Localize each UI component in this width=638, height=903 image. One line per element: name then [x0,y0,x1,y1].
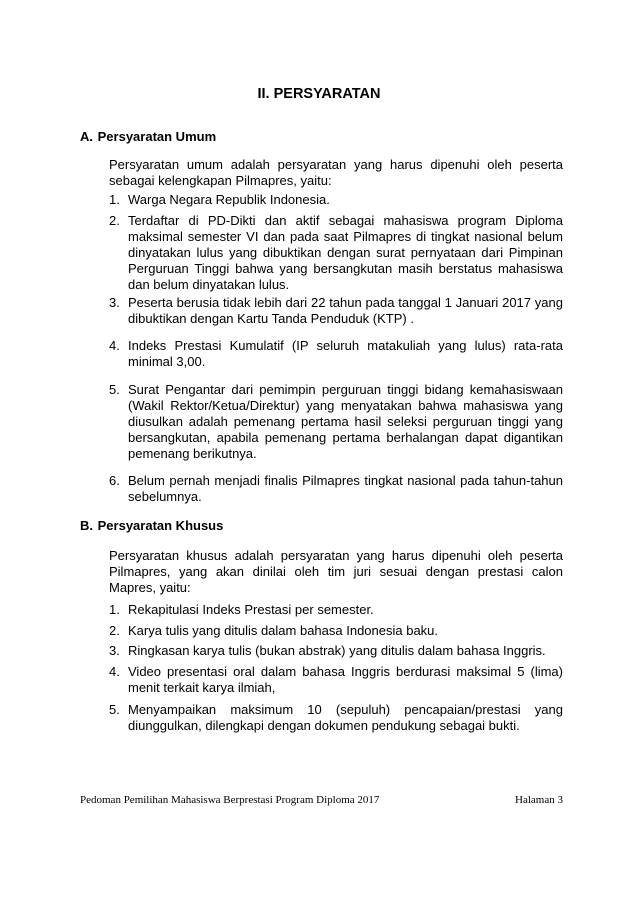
list-item-text: Rekapitulasi Indeks Prestasi per semester. [128,602,374,617]
list-item [109,213,563,293]
section-b-letter: B. [80,518,93,533]
list-item-text: Surat Pengantar dari pemimpin perguruan tinggi bidang kemahasiswaan (Wakil Rektor/Ketua/Direktur) yang menyatakan bahwa mahasiswa yang diusulkan adalah pemenang pertama hasil seleksi perguruan tinggi yang bersangkutan, apabila pemenang pertama berhalangan dapat digantikan pemenang berikutnya. [128,382,563,461]
list-item-number: 5. [109,702,120,717]
list-item-number: 3. [109,295,120,310]
list-item [109,382,563,462]
list-item [109,192,563,208]
list-item-number: 2. [109,623,120,638]
section-a-letter: A. [80,129,93,144]
list-item-number: 2. [109,213,120,228]
list-item-number: 4. [109,664,120,679]
section-a-title: Persyaratan Umum [97,129,217,144]
list-item-text: Terdaftar di PD-Dikti dan aktif sebagai mahasiswa program Diploma maksimal semester VI dan pada saat Pilmapres di tingkat nasional belum dinyatakan lulus yang dibuktikan dengan surat pernyataan dari Pimpinan Perguruan Tinggi bahwa yang bersangkutan masih berstatus mahasiswa dan belum dinyatakan lulus. [128,213,563,292]
list-item [109,623,563,639]
list-item [109,295,563,327]
list-item-text: Ringkasan karya tulis (bukan abstrak) yang ditulis dalam bahasa Inggris. [128,643,546,658]
section-a-intro: Persyaratan umum adalah persyaratan yang harus dipenuhi oleh peserta sebagai kelengkapan Pilmapres, yaitu: [109,157,563,188]
list-item-text: Warga Negara Republik Indonesia. [128,192,330,207]
list-item-text: Peserta berusia tidak lebih dari 22 tahun pada tanggal 1 Januari 2017 yang dibuktikan dengan Kartu Tanda Penduduk (KTP) . [128,295,563,326]
section-a-heading [80,129,216,144]
list-item [109,702,563,734]
list-item [109,664,563,696]
section-b-heading [80,518,223,533]
footer-document-title: Pedoman Pemilihan Mahasiswa Berprestasi Program Diploma 2017 [80,794,380,806]
list-item-number: 1. [109,602,120,617]
list-item [109,602,563,618]
list-item-number: 1. [109,192,120,207]
list-item-number: 5. [109,382,120,397]
list-item-text: Belum pernah menjadi finalis Pilmapres tingkat nasional pada tahun-tahun sebelumnya. [128,473,563,504]
section-b-intro: Persyaratan khusus adalah persyaratan yang harus dipenuhi oleh peserta Pilmapres, yang akan dinilai oleh tim juri sesuai dengan prestasi calon Mapres, yaitu: [109,548,563,595]
list-item-number: 3. [109,643,120,658]
page-title: II. PERSYARATAN [257,86,381,102]
list-item [109,643,563,659]
list-item [109,473,563,505]
list-item-text: Menyampaikan maksimum 10 (sepuluh) pencapaian/prestasi yang diunggulkan, dilengkapi dengan dokumen pendukung sebagai bukti. [128,702,563,733]
list-item-text: Indeks Prestasi Kumulatif (IP seluruh matakuliah yang lulus) rata-rata minimal 3,00. [128,338,563,369]
list-item-text: Video presentasi oral dalam bahasa Inggris berdurasi maksimal 5 (lima) menit terkait karya ilmiah, [128,664,563,695]
section-b-title: Persyaratan Khusus [97,518,224,533]
list-item-number: 4. [109,338,120,353]
list-item-number: 6. [109,473,120,488]
list-item [109,338,563,370]
footer-page-number: Halaman 3 [515,794,563,806]
list-item-text: Karya tulis yang ditulis dalam bahasa Indonesia baku. [128,623,439,638]
